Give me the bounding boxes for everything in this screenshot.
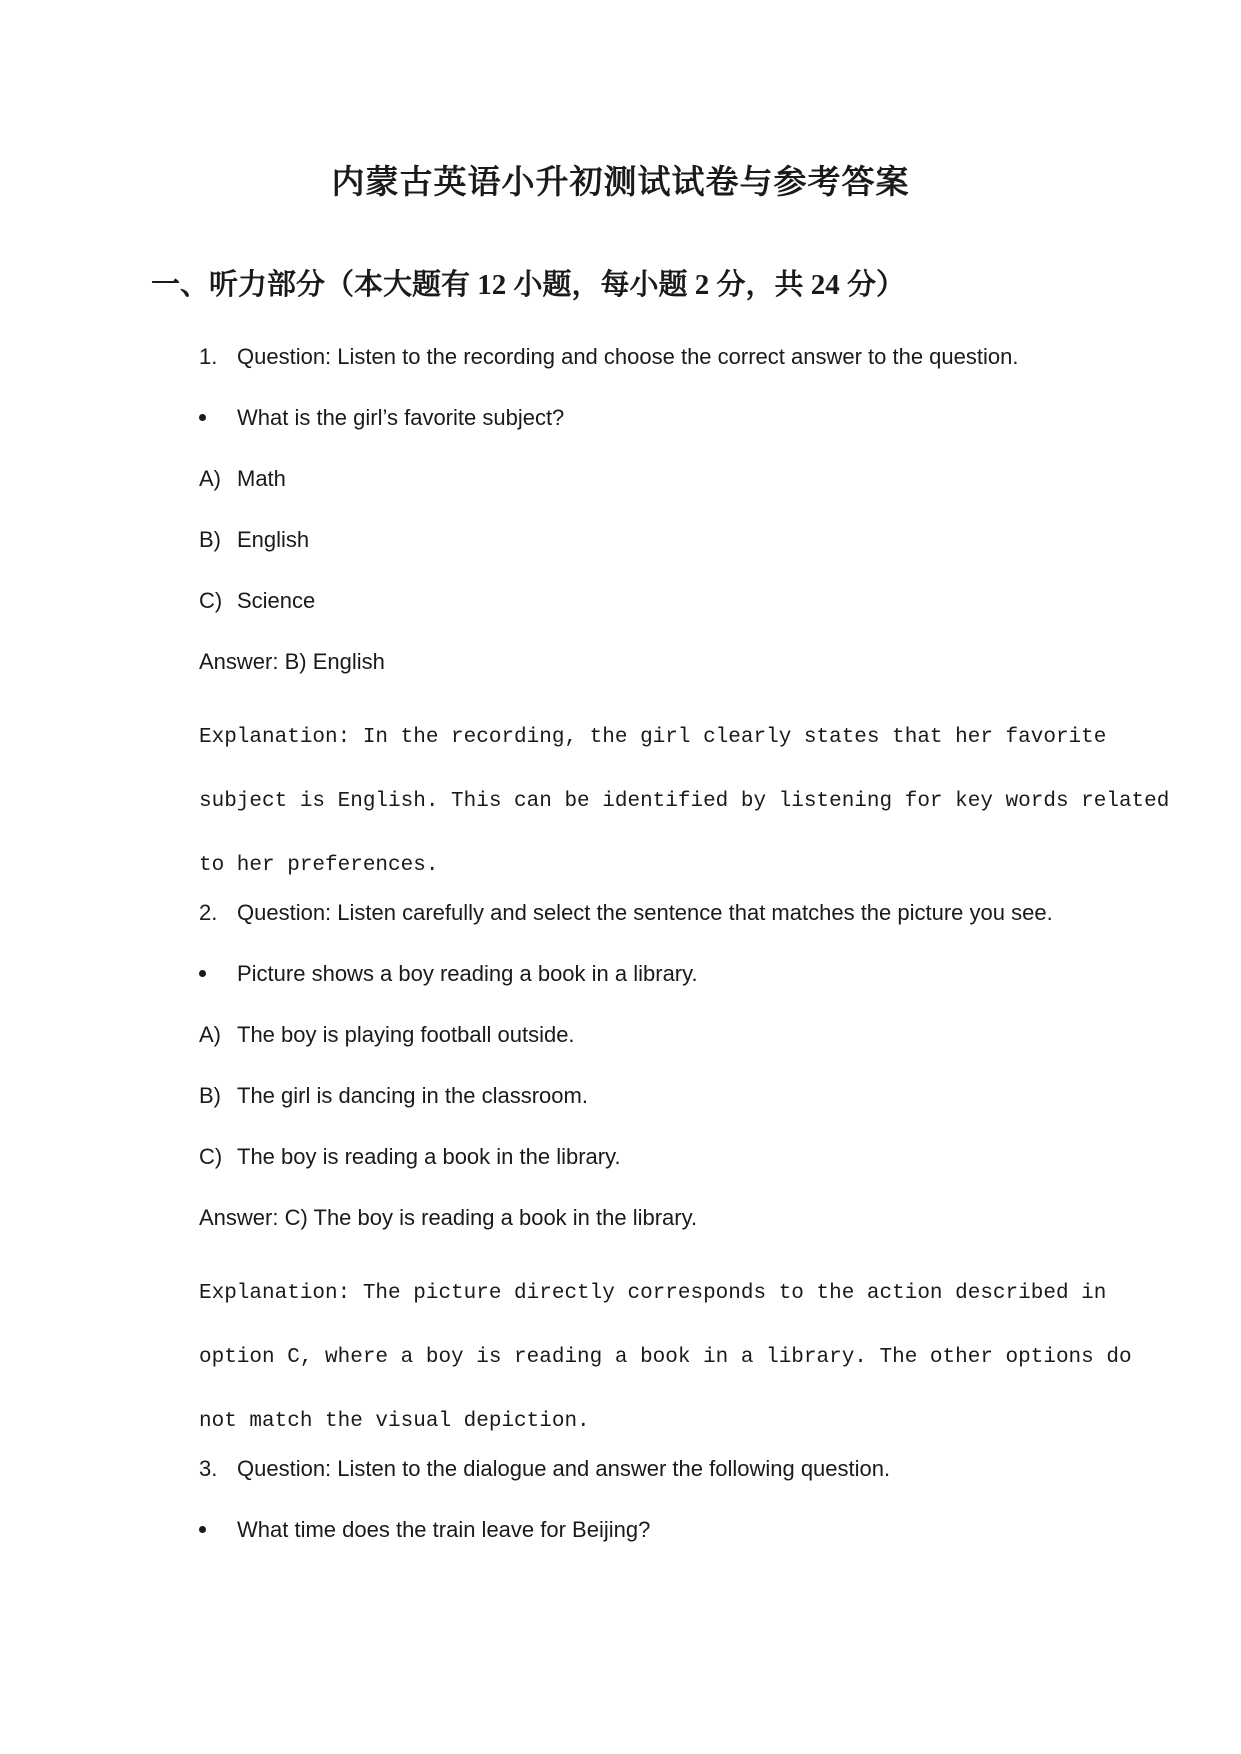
explanation-line: not match the visual depiction. <box>199 1410 590 1433</box>
answer-line <box>199 649 1089 710</box>
explanation <box>199 706 1170 898</box>
option-b <box>199 527 1089 588</box>
prompt-text: What is the girl’s favorite subject? <box>237 405 565 430</box>
option-b <box>199 1083 1089 1144</box>
option-text: English <box>237 527 310 552</box>
bullet-icon <box>199 961 237 987</box>
option-letter: C) <box>199 1144 223 1169</box>
option-a <box>199 466 1089 527</box>
option-text: The boy is reading a book in the library. <box>237 1144 621 1169</box>
option-c <box>199 1144 1089 1205</box>
question-text: Question: Listen to the recording and choose the correct answer to the question. <box>237 344 1019 369</box>
option-text: The boy is playing football outside. <box>237 1022 575 1047</box>
option-text: Science <box>237 588 316 613</box>
option-letter: B) <box>199 1083 221 1108</box>
explanation-line: Explanation: In the recording, the girl clearly states that her favorite <box>199 726 1107 749</box>
option-letter: A) <box>199 466 221 491</box>
question-1-prompt <box>199 405 1089 466</box>
answer-text: Answer: C) The boy is reading a book in the library. <box>199 1205 698 1230</box>
option-letter: A) <box>199 1022 221 1047</box>
question-1 <box>199 344 1089 405</box>
option-text: Math <box>237 466 286 491</box>
explanation-line: Explanation: The picture directly corresponds to the action described in <box>199 1282 1107 1305</box>
option-c <box>199 588 1089 649</box>
answer-line <box>199 1205 1089 1266</box>
question-3 <box>199 1456 1089 1517</box>
explanation-line: subject is English. This can be identified by listening for key words related <box>199 790 1170 813</box>
question-2 <box>199 900 1089 961</box>
section-heading: 一、听力部分（本大题有 12 小题，每小题 2 分，共 24 分） <box>151 269 906 301</box>
question-number: 1. <box>199 344 218 369</box>
option-text: The girl is dancing in the classroom. <box>237 1083 588 1108</box>
option-letter: B) <box>199 527 221 552</box>
question-2-prompt <box>199 961 1089 1022</box>
prompt-text: What time does the train leave for Beijing? <box>237 1517 651 1542</box>
option-letter: C) <box>199 588 223 613</box>
bullet-icon <box>199 405 237 431</box>
answer-text: Answer: B) English <box>199 649 385 674</box>
page-title: 内蒙古英语小升初测试试卷与参考答案 <box>331 165 910 201</box>
question-number: 3. <box>199 1456 218 1481</box>
prompt-text: Picture shows a boy reading a book in a library. <box>237 961 698 986</box>
bullet-icon <box>199 1517 237 1543</box>
option-a <box>199 1022 1089 1083</box>
question-text: Question: Listen carefully and select the sentence that matches the picture you see. <box>237 900 1053 925</box>
explanation-line: option C, where a boy is reading a book in a library. The other options do <box>199 1346 1132 1369</box>
explanation <box>199 1262 1132 1454</box>
question-number: 2. <box>199 900 218 925</box>
question-3-prompt <box>199 1517 1089 1578</box>
questions-list <box>199 344 1170 1578</box>
explanation-line: to her preferences. <box>199 854 439 877</box>
question-text: Question: Listen to the dialogue and answer the following question. <box>237 1456 891 1481</box>
